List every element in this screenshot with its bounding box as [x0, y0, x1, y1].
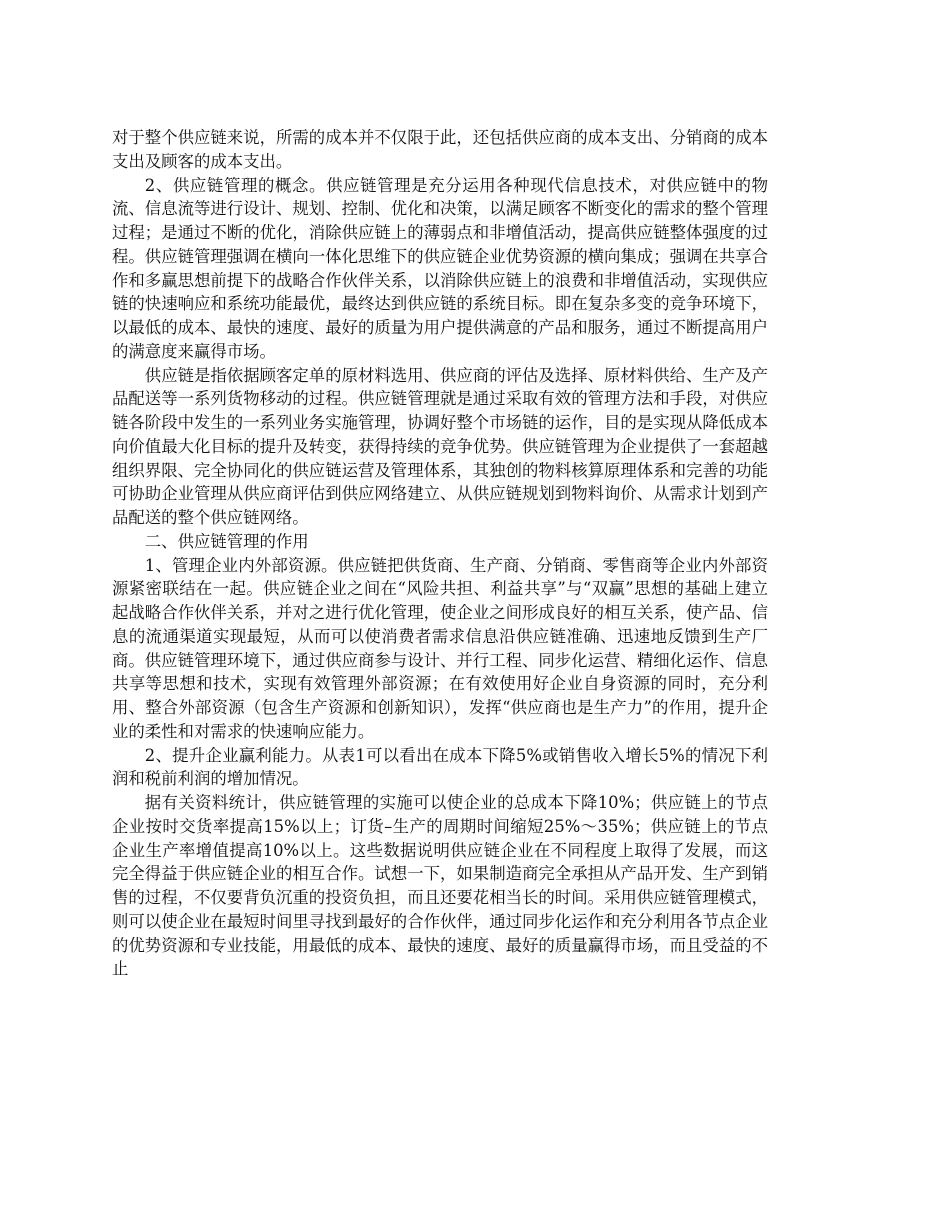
document-body — [112, 126, 768, 981]
paragraph-statistics: 据有关资料统计，供应链管理的实施可以使企业的总成本下降10%；供应链上的节点企业按时交货率提高15%以上；订货–生产的周期时间缩短25%～35%；供应链上的节点企业生产率增值提高10%以上。这些数据说明供应链企业在不同程度上取得了发展，而这完全得益于供应链企业的相互合作。试想一下，如果制造商完全承担从产品开发、生产到销售的过程，不仅要背负沉重的投资负担，而且还要花相当长的时间。采用供应链管理模式，则可以使企业在最短时间里寻找到最好的合作伙伴，通过同步化运作和充分利用各节点企业的优势资源和专业技能，用最低的成本、最快的速度、最好的质量赢得市场，而且受益的不止 — [112, 793, 768, 979]
paragraph-profitability: 2、提升企业赢利能力。从表1可以看出在成本下降5%或销售收入增长5%的情况下利润和税前利润的增加情况。 — [112, 745, 768, 789]
paragraph-scm-concept: 2、供应链管理的概念。供应链管理是充分运用各种现代信息技术，对供应链中的物流、信息流等进行设计、规划、控制、优化和决策，以满足顾客不断变化的需求的整个管理过程；是通过不断的优化，消除供应链上的薄弱点和非增值活动，提高供应链整体强度的过程。供应链管理强调在横向一体化思维下的供应链企业优势资源的横向集成；强调在共享合作和多赢思想前提下的战略合作伙伴关系，以消除供应链上的浪费和非增值活动，实现供应链的快速响应和系统功能最优，最终达到供应链的系统目标。即在复杂多变的竞争环境下，以最低的成本、最快的速度、最好的质量为用户提供满意的产品和服务，通过不断提高用户的满意度来赢得市场。 — [112, 175, 768, 361]
paragraph-manage-resources: 1、管理企业内外部资源。供应链把供货商、生产商、分销商、零售商等企业内外部资源紧密联结在一起。供应链企业之间在“风险共担、利益共享”与“双赢”思想的基础上建立起战略合作伙伴关系，并对之进行优化管理，使企业之间形成良好的相互关系，使产品、信息的流通渠道实现最短，从而可以使消费者需求信息沿供应链准确、迅速地反馈到生产厂商。供应链管理环境下，通过供应商参与设计、并行工程、同步化运营、精细化运作、信息共享等思想和技术，实现有效管理外部资源；在有效使用好企业自身资源的同时，充分利用、整合外部资源（包含生产资源和创新知识），发挥“供应商也是生产力”的作用，提升企业的柔性和对需求的快速响应能力。 — [112, 555, 768, 741]
paragraph-cost-scope: 对于整个供应链来说，所需的成本并不仅限于此，还包括供应商的成本支出、分销商的成本支出及顾客的成本支出。 — [112, 128, 768, 171]
section-heading-scm-role: 二、供应链管理的作用 — [144, 531, 309, 551]
paragraph-supply-chain-definition: 供应链是指依据顾客定单的原材料选用、供应商的评估及选择、原材料供给、生产及产品配送等一系列货物移动的过程。供应链管理就是通过采取有效的管理方法和手段，对供应链各阶段中发生的一系列业务实施管理，协调好整个市场链的运作，目的是实现从降低成本向价值最大化目标的提升及转变，获得持续的竞争优势。供应链管理为企业提供了一套超越组织界限、完全协同化的供应链运营及管理体系，其独创的物料核算原理体系和完善的功能可协助企业管理从供应商评估到供应网络建立、从供应链规划到物料询价、从需求计划到产品配送的整个供应链网络。 — [112, 365, 768, 527]
